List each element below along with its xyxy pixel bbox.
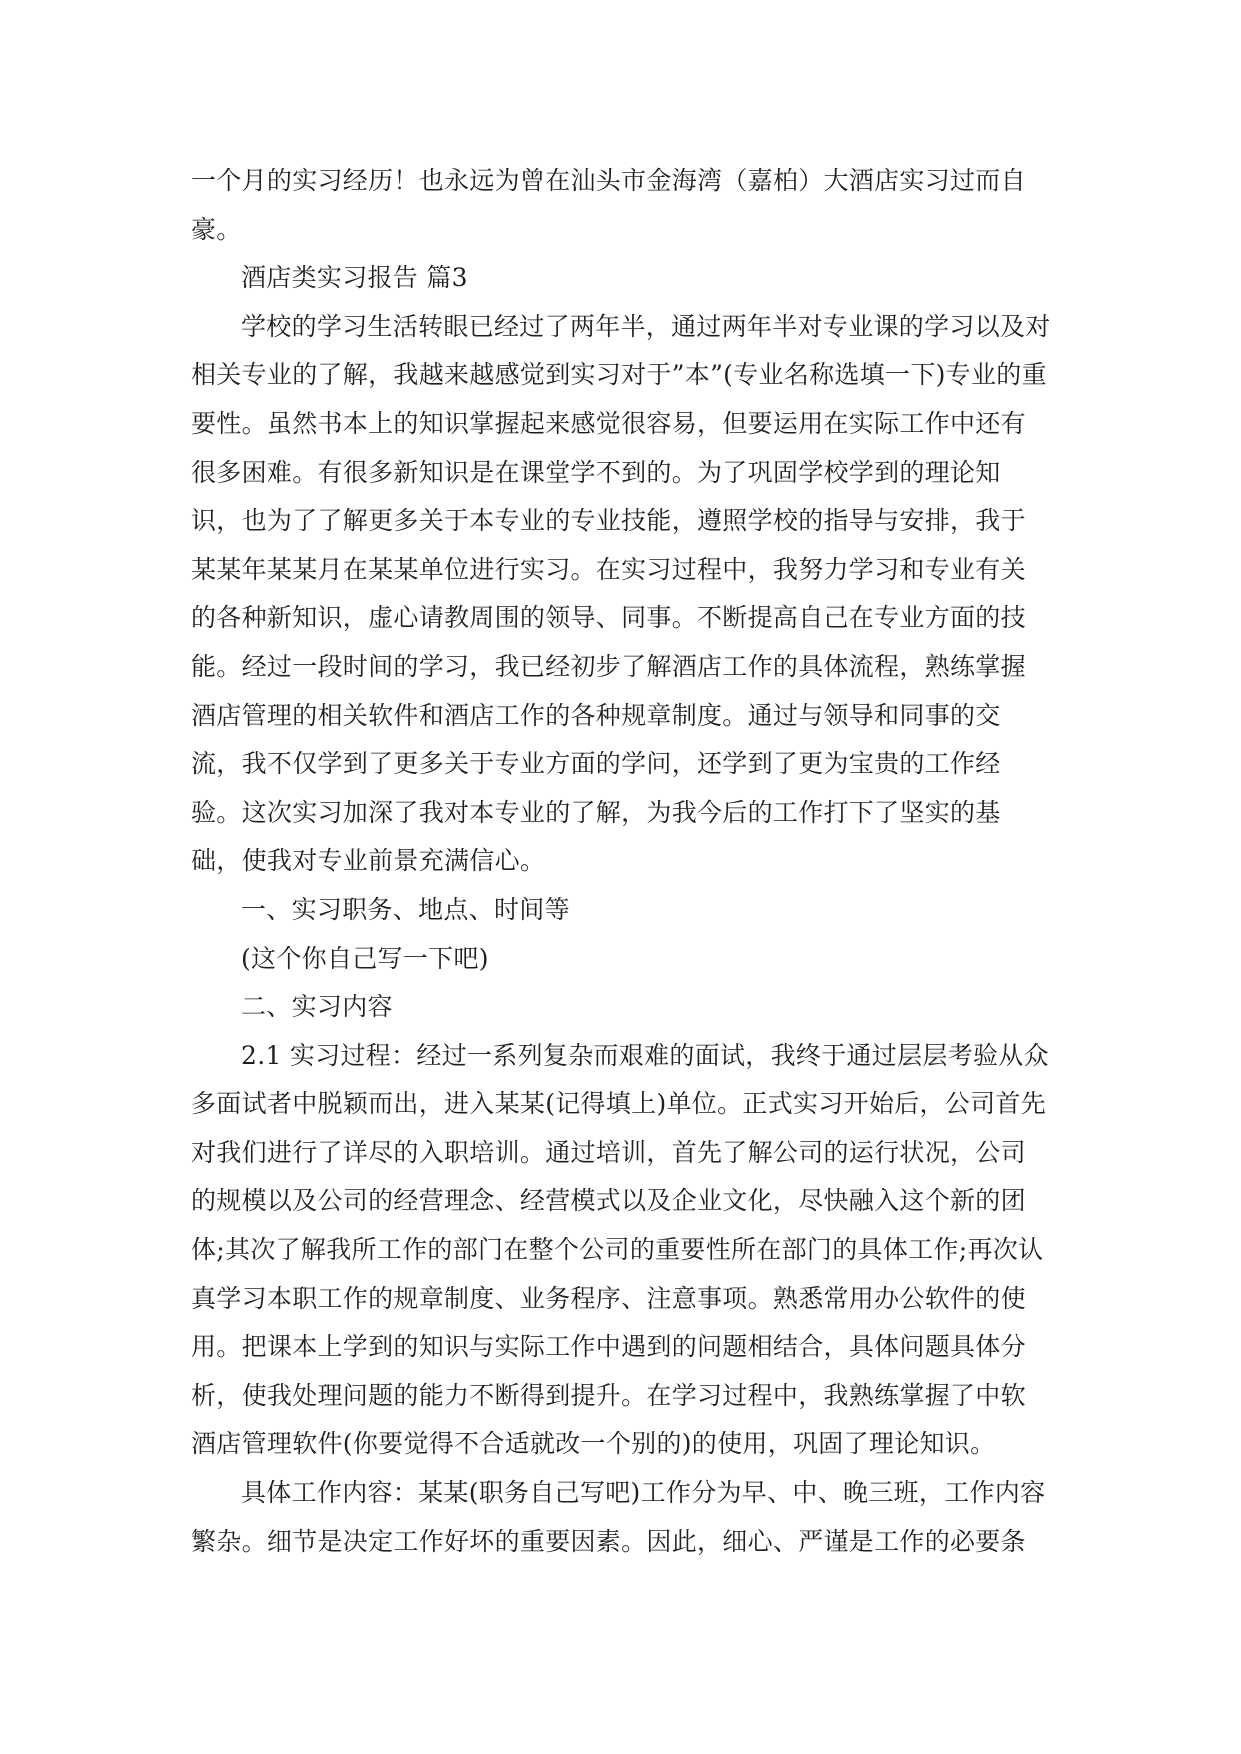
paragraph-work-content: 具体工作内容：某某(职务自己写吧)工作分为早、中、晚三班，工作内容繁杂。细节是决定工作好坏的重要因素。因此，细心、严谨是工作的必要条 bbox=[191, 1478, 1046, 1556]
section-heading: 酒店类实习报告 篇3 bbox=[241, 263, 468, 293]
document-body bbox=[191, 157, 1051, 1566]
subheading-internship-content: 二、实习内容 bbox=[241, 992, 393, 1022]
subheading-position-location-time: 一、实习职务、地点、时间等 bbox=[241, 894, 570, 924]
paragraph-closing-line: 一个月的实习经历！也永远为曾在汕头市金海湾（嘉柏）大酒店实习过而自豪。 bbox=[191, 166, 1026, 244]
paragraph-intro: 学校的学习生活转眼已经过了两年半，通过两年半对专业课的学习以及对相关专业的了解，我越来越感觉到实习对于”本”(专业名称选填一下)专业的重要性。虽然书本上的知识掌握起来感觉很容易，但要运用在实际工作中还有很多困难。有很多新知识是在课堂学不到的。为了巩固学校学到的理论知识，也为了了解更多关于本专业的专业技能，遵照学校的指导与安排，我于某某年某某月在某某单位进行实习。在实习过程中，我努力学习和专业有关的各种新知识，虚心请教周围的领导、同事。不断提高自己在专业方面的技能。经过一段时间的学习，我已经初步了解酒店工作的具体流程，熟练掌握酒店管理的相关软件和酒店工作的各种规章制度。通过与领导和同事的交流，我不仅学到了更多关于专业方面的学问，还学到了更为宝贵的工作经验。这次实习加深了我对本专业的了解，为我今后的工作打下了坚实的基础，使我对专业前景充满信心。 bbox=[191, 311, 1051, 876]
paragraph-placeholder-note: (这个你自己写一下吧) bbox=[241, 943, 489, 973]
paragraph-internship-process: 2.1 实习过程：经过一系列复杂而艰难的面试，我终于通过层层考验从众多面试者中脱颖而出，进入某某(记得填上)单位。正式实习开始后，公司首先对我们进行了详尽的入职培训。通过培训，首先了解公司的运行状况，公司的规模以及公司的经营理念、经营模式以及企业文化，尽快融入这个新的团体;其次了解我所工作的部门在整个公司的重要性所在部门的具体工作;再次认真学习本职工作的规章制度、业务程序、注意事项。熟悉常用办公软件的使用。把课本上学到的知识与实际工作中遇到的问题相结合，具体问题具体分析，使我处理问题的能力不断得到提升。在学习过程中，我熟练掌握了中软酒店管理软件(你要觉得不合适就改一个别的)的使用，巩固了理论知识。 bbox=[191, 1040, 1049, 1459]
